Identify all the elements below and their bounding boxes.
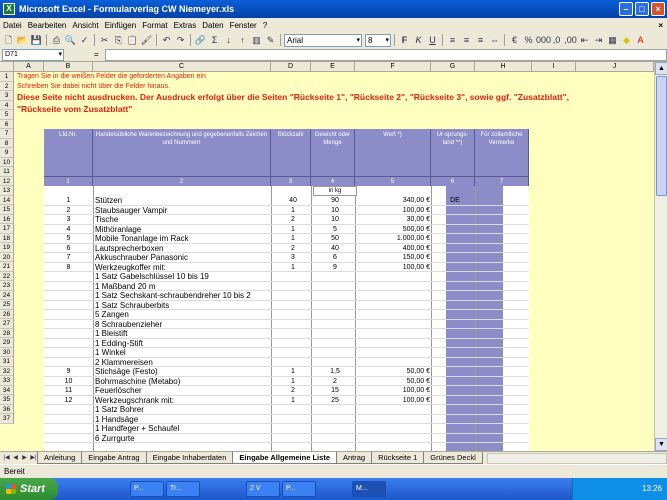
row-header[interactable]: 4: [0, 101, 13, 111]
cell-qty[interactable]: 1: [291, 368, 295, 375]
name-box[interactable]: D71 ▾: [2, 49, 64, 61]
cell-desc[interactable]: 1 Satz Sechskant-schraubendreher 10 bis 2: [95, 291, 251, 300]
print-warning: Diese Seite nicht ausdrucken. Der Ausdruck erfolgt über die Seiten "Rückseite 1", "Rückseite 2", "Rückseite 3", sowie ggf. "Zusatzblatt", "Rückseite vom Zusatzblatt": [17, 92, 570, 114]
cell-nr[interactable]: 12: [64, 396, 73, 404]
row-header[interactable]: 33: [0, 376, 13, 386]
col-header-b[interactable]: B: [44, 62, 93, 72]
cell-qty[interactable]: 2: [291, 244, 295, 252]
currency-icon[interactable]: €: [511, 34, 517, 45]
cell-w[interactable]: 9: [333, 263, 337, 271]
row-header[interactable]: 37: [0, 414, 13, 424]
taskbar: [0, 478, 667, 500]
table-row[interactable]: [44, 282, 529, 292]
col-header-h[interactable]: H: [475, 62, 532, 72]
cell-qty[interactable]: 1: [291, 377, 295, 385]
table-row[interactable]: [44, 234, 529, 244]
cell-desc[interactable]: 1 Handsäge: [95, 414, 139, 424]
row-header[interactable]: 9: [0, 148, 13, 158]
row-header[interactable]: 19: [0, 243, 13, 253]
cell-nr[interactable]: 1: [66, 197, 71, 204]
cell-qty[interactable]: 1: [291, 263, 295, 271]
cell-nr[interactable]: 6: [66, 244, 71, 252]
table-row[interactable]: [44, 329, 529, 339]
table-row[interactable]: [44, 405, 529, 415]
table-row[interactable]: [44, 291, 529, 301]
colnum-3: 3: [271, 176, 311, 186]
vertical-scrollbar[interactable]: [654, 62, 667, 451]
row-header[interactable]: 14: [0, 196, 13, 206]
header-value: Wert *): [355, 129, 431, 177]
open-icon[interactable]: 📂: [16, 34, 29, 45]
undo-icon[interactable]: ↶: [162, 34, 171, 45]
indent-dec-icon[interactable]: ⇤: [580, 34, 589, 45]
table-row[interactable]: [44, 434, 529, 444]
scroll-thumb[interactable]: [656, 76, 667, 196]
col-header-j[interactable]: J: [576, 62, 654, 72]
spreadsheet-grid[interactable]: [0, 62, 654, 451]
autosum-icon[interactable]: Σ: [211, 34, 218, 45]
cell-desc[interactable]: Lautsprecherboxen: [95, 243, 164, 253]
header-weight: Gewicht oder Menge: [311, 129, 355, 177]
sheet-tab[interactable]: Eingabe Antrag: [81, 452, 146, 464]
cell-val[interactable]: 100,00 €: [402, 387, 430, 394]
decimal-inc-icon[interactable]: ,0: [552, 34, 561, 45]
status-bar: Bereit: [0, 464, 667, 478]
fill-color-icon[interactable]: ◆: [623, 34, 630, 45]
cell-desc[interactable]: 1 Handfeger + Schaufel: [95, 424, 180, 433]
taskbar-button-excel[interactable]: M...: [352, 481, 386, 497]
formula-equals: =: [94, 50, 99, 59]
header-origin: Ur-sprungs-land **): [431, 129, 475, 177]
row-header[interactable]: 10: [0, 158, 13, 168]
hyperlink-icon[interactable]: 🔗: [194, 34, 207, 45]
cell-w[interactable]: 2: [333, 377, 337, 385]
cell-val[interactable]: 150,00 €: [402, 254, 430, 261]
cell-nr[interactable]: 2: [66, 206, 71, 214]
sheet-tab[interactable]: Antrag: [336, 452, 372, 464]
cell-nr[interactable]: 5: [66, 235, 71, 242]
row-header[interactable]: 22: [0, 272, 13, 282]
cell-w[interactable]: 40: [331, 244, 339, 252]
first-sheet-icon[interactable]: |◀: [3, 455, 10, 461]
cell-w[interactable]: 50: [331, 235, 339, 242]
cell-desc[interactable]: Feuerlöscher: [95, 386, 142, 395]
window-title: Microsoft Excel - Formularverlag CW Niemeyer.xls: [19, 4, 235, 14]
cell-val[interactable]: 50,00 €: [406, 377, 430, 385]
table-row[interactable]: [44, 225, 529, 235]
cell-qty[interactable]: 1: [291, 225, 295, 233]
copy-icon[interactable]: ⎘: [114, 34, 123, 45]
cell-val[interactable]: 400,00 €: [402, 244, 430, 252]
sheet-area: [14, 72, 654, 451]
cell-desc[interactable]: Stichsäge (Festo): [95, 367, 158, 376]
row-header[interactable]: 15: [0, 205, 13, 215]
colnum-5: 5: [355, 176, 431, 186]
cell-val[interactable]: 50,00 €: [406, 368, 430, 375]
last-sheet-icon[interactable]: ▶|: [30, 455, 37, 461]
menu-ansicht[interactable]: Ansicht: [72, 20, 99, 30]
cell-desc[interactable]: 1 Edding-Stift: [95, 338, 144, 348]
cell-orig[interactable]: DE: [450, 197, 460, 204]
align-center-icon[interactable]: ≡: [463, 34, 470, 45]
row-header[interactable]: 20: [0, 253, 13, 263]
paste-icon[interactable]: 📋: [126, 34, 139, 45]
cell-nr[interactable]: 4: [66, 225, 71, 233]
sheet-tab[interactable]: Eingabe Allgemeine Liste: [232, 452, 337, 464]
scroll-up-icon[interactable]: ▲: [655, 62, 667, 75]
header-description: Handelsübliche Warenbezeichnung und gegebenenfalls Zeichen und Nummern: [93, 129, 271, 177]
cell-nr[interactable]: 3: [66, 216, 71, 223]
underline-icon[interactable]: U: [429, 34, 436, 45]
horizontal-scrollbar[interactable]: [487, 453, 667, 464]
decimal-dec-icon[interactable]: ,00: [564, 34, 577, 45]
new-icon[interactable]: 🗋: [4, 34, 13, 45]
drawing-icon[interactable]: ✎: [266, 34, 275, 45]
cell-w[interactable]: 25: [331, 396, 339, 404]
close-button[interactable]: ×: [651, 2, 665, 16]
table-row[interactable]: [44, 272, 529, 282]
table-row[interactable]: [44, 415, 529, 425]
cell-val[interactable]: 500,00 €: [402, 225, 430, 233]
row-headers: [0, 72, 14, 424]
row-header[interactable]: 7: [0, 129, 13, 139]
scroll-down-icon[interactable]: ▼: [655, 438, 667, 451]
row-header[interactable]: 26: [0, 310, 13, 320]
print-icon[interactable]: ⎙: [52, 34, 61, 45]
taskbar-button-3[interactable]: 2 V: [246, 481, 280, 497]
format-painter-icon[interactable]: 🖌: [140, 34, 153, 45]
row-header[interactable]: 29: [0, 338, 13, 348]
save-icon[interactable]: 💾: [30, 34, 43, 45]
row-header[interactable]: 24: [0, 291, 13, 301]
spellcheck-icon[interactable]: ✓: [80, 34, 89, 45]
cell-desc[interactable]: Akkuschrauber Panasonic: [95, 253, 188, 262]
cell-desc[interactable]: Bohrmaschine (Metabo): [95, 376, 181, 386]
unit-label: in kg: [313, 186, 357, 196]
table-row[interactable]: [44, 348, 529, 358]
row-header[interactable]: 35: [0, 395, 13, 405]
row-header[interactable]: 2: [0, 82, 13, 92]
clock: 13:26: [641, 484, 662, 493]
menu-einfuegen[interactable]: Einfügen: [104, 20, 137, 30]
table-row[interactable]: [44, 196, 529, 206]
cell-desc[interactable]: 5 Zangen: [95, 310, 129, 319]
cell-val[interactable]: 30,00 €: [406, 216, 430, 223]
align-right-icon[interactable]: ≡: [477, 34, 484, 45]
header-quantity: Stückzahl: [271, 129, 311, 177]
table-row[interactable]: [44, 320, 529, 330]
cell-desc[interactable]: Stützen: [95, 196, 123, 205]
system-tray: [572, 478, 667, 500]
cell-desc[interactable]: 1 Satz Bohrer: [95, 405, 144, 414]
cell-desc[interactable]: Werkzeugkoffer mit:: [95, 262, 166, 272]
cell-w[interactable]: 15: [331, 387, 339, 394]
cell-desc[interactable]: 1 Satz Gabelschlüssel 10 bis 19: [95, 272, 209, 281]
table-row[interactable]: [44, 301, 529, 311]
row-header[interactable]: 1: [0, 72, 13, 82]
taskbar-button-1[interactable]: P...: [130, 481, 164, 497]
row-header[interactable]: 6: [0, 120, 13, 130]
sheet-tab[interactable]: Rückseite 1: [371, 452, 424, 464]
col-header-d[interactable]: D: [271, 62, 311, 72]
cell-nr[interactable]: 9: [66, 368, 71, 375]
start-button[interactable]: Start: [0, 478, 58, 500]
prev-sheet-icon[interactable]: ◀: [13, 455, 18, 461]
cell-w[interactable]: 5: [333, 225, 337, 233]
menu-bearbeiten[interactable]: Bearbeiten: [27, 20, 67, 30]
cell-desc[interactable]: 1 Satz Schrauberbits: [95, 300, 170, 310]
cell-desc[interactable]: Staubsauger Vampir: [95, 205, 168, 215]
next-sheet-icon[interactable]: ▶: [22, 455, 27, 461]
table-row[interactable]: [44, 244, 529, 254]
cell-qty[interactable]: 3: [291, 254, 295, 261]
borders-icon[interactable]: ▦: [608, 34, 617, 45]
align-left-icon[interactable]: ≡: [449, 34, 456, 45]
chart-icon[interactable]: ▥: [252, 34, 261, 45]
col-header-e[interactable]: E: [311, 62, 355, 72]
excel-icon: X: [3, 3, 15, 15]
cell-w[interactable]: 1,5: [330, 368, 340, 375]
menu-bar: [0, 18, 667, 32]
cell-w[interactable]: 90: [331, 197, 339, 204]
title-bar: [0, 0, 667, 18]
row-header[interactable]: 12: [0, 177, 13, 187]
cell-val[interactable]: 100,00 €: [402, 263, 430, 271]
table-row[interactable]: [44, 358, 529, 368]
cell-w[interactable]: 10: [331, 216, 339, 223]
cell-qty[interactable]: 40: [289, 197, 297, 204]
table-row[interactable]: [44, 206, 529, 216]
row-header[interactable]: 31: [0, 357, 13, 367]
row-header[interactable]: 30: [0, 348, 13, 358]
preview-icon[interactable]: 🔍: [64, 34, 77, 45]
colnum-2: 2: [93, 176, 271, 186]
menu-datei[interactable]: Datei: [3, 20, 22, 30]
table-row[interactable]: [44, 396, 529, 406]
sheet-tab[interactable]: Grünes Deckl: [423, 452, 482, 464]
cell-desc[interactable]: 8 Schraubenzieher: [95, 319, 163, 329]
table-row[interactable]: [44, 367, 529, 377]
table-row[interactable]: [44, 310, 529, 320]
row-header[interactable]: 3: [0, 91, 13, 101]
cell-val[interactable]: 1.000,00 €: [396, 235, 430, 242]
formula-bar: [0, 48, 667, 62]
cell-val[interactable]: 100,00 €: [402, 396, 430, 404]
column-headers: [0, 62, 654, 72]
thousands-icon[interactable]: 000: [536, 34, 552, 45]
minimize-button[interactable]: –: [619, 2, 633, 16]
table-row[interactable]: [44, 386, 529, 396]
table-row[interactable]: [44, 424, 529, 434]
colnum-1: 1: [44, 176, 93, 186]
col-header-c[interactable]: C: [93, 62, 271, 72]
menu-fenster[interactable]: Fenster: [229, 20, 257, 30]
row-header[interactable]: 17: [0, 224, 13, 234]
cell-nr[interactable]: 11: [64, 387, 73, 394]
cell-qty[interactable]: 2: [291, 387, 295, 394]
sort-asc-icon[interactable]: ↓: [226, 34, 231, 45]
redo-icon[interactable]: ↷: [176, 34, 185, 45]
cell-desc[interactable]: 1 Maßband 20 m: [95, 281, 156, 291]
cell-desc[interactable]: 1 Bleistift: [95, 329, 128, 338]
col-header-a[interactable]: A: [14, 62, 44, 72]
cell-qty[interactable]: 2: [291, 216, 295, 223]
row-header[interactable]: 21: [0, 262, 13, 272]
taskbar-button-2[interactable]: Tr...: [166, 481, 200, 497]
row-header[interactable]: 34: [0, 386, 13, 396]
menu-format[interactable]: Format: [142, 20, 168, 30]
cell-nr[interactable]: 7: [66, 254, 71, 261]
font-combo[interactable]: Arial ▾: [284, 34, 362, 47]
indent-inc-icon[interactable]: ⇥: [594, 34, 603, 45]
row-header[interactable]: 13: [0, 186, 13, 196]
colnum-6: 6: [431, 176, 475, 186]
cell-w[interactable]: 10: [331, 206, 339, 214]
maximize-button[interactable]: □: [635, 2, 649, 16]
row-header[interactable]: 16: [0, 215, 13, 225]
cell-qty[interactable]: 1: [291, 206, 295, 214]
cell-nr[interactable]: 10: [64, 377, 73, 385]
colnum-7: 7: [475, 176, 529, 186]
cell-val[interactable]: 100,00 €: [402, 206, 430, 214]
header-lfd-nr: Lfd.Nr.: [44, 129, 93, 177]
row-header[interactable]: 5: [0, 110, 13, 120]
cell-desc[interactable]: Tische: [95, 215, 119, 224]
row-header[interactable]: 32: [0, 367, 13, 377]
cell-nr[interactable]: 8: [66, 263, 71, 271]
row-header[interactable]: 11: [0, 167, 13, 177]
cell-qty[interactable]: 1: [291, 235, 295, 242]
toolbar: [0, 32, 667, 48]
row-header[interactable]: 27: [0, 319, 13, 329]
col-header-f[interactable]: F: [355, 62, 431, 72]
cell-desc[interactable]: 6 Zurrgurte: [95, 433, 135, 443]
table-row[interactable]: [44, 253, 529, 263]
menu-extras[interactable]: Extras: [173, 20, 197, 30]
row-header[interactable]: 8: [0, 139, 13, 149]
percent-icon[interactable]: %: [524, 34, 533, 45]
col-header-g[interactable]: G: [431, 62, 475, 72]
row-header[interactable]: 23: [0, 281, 13, 291]
bold-icon[interactable]: F: [401, 34, 408, 45]
taskbar-button-4[interactable]: P...: [282, 481, 316, 497]
cell-desc[interactable]: Mithöranlage: [95, 224, 142, 234]
instruction-note: Tragen Sie in die weißen Felder die geforderten Angaben ein Schreiben Sie dabei nicht über die Felder hinaus.: [17, 73, 206, 90]
sheet-tabs: [0, 451, 667, 464]
row-header[interactable]: 36: [0, 405, 13, 415]
menu-daten[interactable]: Daten: [202, 20, 224, 30]
cell-desc[interactable]: 2 Klammereisen: [95, 357, 153, 367]
cell-val[interactable]: 340,00 €: [402, 197, 430, 204]
sheet-tab[interactable]: Eingabe Inhaberdaten: [146, 452, 234, 464]
italic-icon[interactable]: K: [415, 34, 422, 45]
cell-desc[interactable]: Mobile Tonanlage im Rack: [95, 234, 189, 243]
cell-desc[interactable]: Werkzeugschrank mit:: [95, 395, 174, 405]
table-row[interactable]: [44, 339, 529, 349]
row-header[interactable]: 18: [0, 234, 13, 244]
row-header[interactable]: 25: [0, 300, 13, 310]
font-color-icon[interactable]: A: [637, 34, 644, 45]
cell-desc[interactable]: 1 Winkel: [95, 348, 126, 357]
sheet-tab[interactable]: Anleitung: [37, 452, 82, 464]
table-row[interactable]: [44, 377, 529, 387]
workbook-close-icon[interactable]: ×: [658, 20, 663, 30]
formula-input[interactable]: [105, 49, 667, 61]
col-header-i[interactable]: I: [532, 62, 576, 72]
merge-center-icon[interactable]: ⇔: [490, 34, 499, 45]
header-customs: Für zollamtliche Vermerke: [475, 129, 529, 177]
table-row[interactable]: [44, 263, 529, 273]
menu-help[interactable]: ?: [262, 20, 268, 30]
row-header[interactable]: 28: [0, 329, 13, 339]
font-size-combo[interactable]: 8 ▾: [365, 34, 391, 47]
sort-desc-icon[interactable]: ↑: [240, 34, 245, 45]
colnum-4: 4: [311, 176, 355, 186]
table-row[interactable]: [44, 215, 529, 225]
cell-w[interactable]: 6: [333, 254, 337, 261]
cut-icon[interactable]: ✂: [100, 34, 109, 45]
cell-qty[interactable]: 1: [291, 396, 295, 404]
